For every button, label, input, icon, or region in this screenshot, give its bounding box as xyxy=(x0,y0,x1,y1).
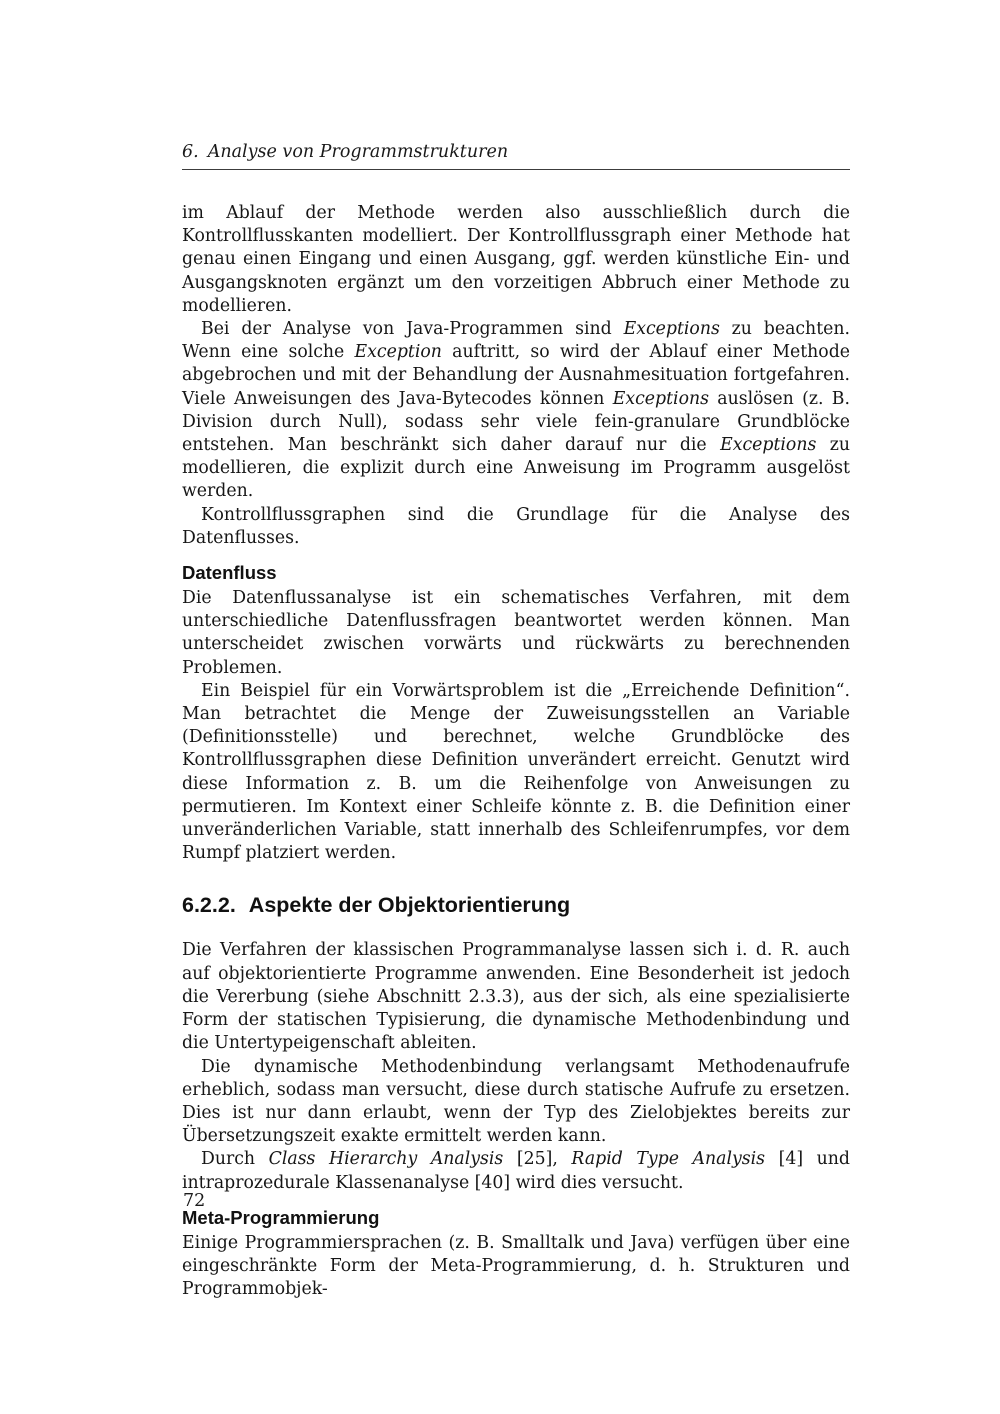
running-header-chapter-number: 6. xyxy=(182,142,199,162)
paragraph-klassische-programmanalyse: Die Verfahren der klassischen Programmanalyse lassen sich i. d. R. auch auf objektorientierte Programme anwenden. Eine Besonderheit ist jedoch die Vererbung (siehe Abschnitt 2.3.3), aus der sich, als eine spezialisierte Form der statischen Typisierung, die dynamische Methodenbindung und die Untertypeigenschaft ableiten. xyxy=(182,940,850,1054)
section-heading-title: Aspekte der Objektorientierung xyxy=(248,893,571,918)
header-rule xyxy=(182,169,850,170)
paragraph-kontrollflussgraphen-grundlage: Kontrollflussgraphen sind die Grundlage für die Analyse des Datenflusses. xyxy=(182,504,850,548)
page-body xyxy=(182,202,850,1301)
page-number: 72 xyxy=(183,1191,206,1211)
section-heading-number: 6.2.2. xyxy=(182,893,236,918)
subheading-meta-programmierung: Meta-Programmierung xyxy=(182,1206,380,1228)
paragraph-meta-programmierung: Einige Programmiersprachen (z. B. Smalltalk und Java) verfügen über eine eingeschränkte Form der Meta-Programmierung, d. h. Strukturen und Programmobjek- xyxy=(182,1232,850,1300)
paragraph-dynamische-methodenbindung: Die dynamische Methodenbindung verlangsamt Methodenaufrufe erheblich, sodass man versucht, diese durch statische Aufrufe zu ersetzen. Dies ist nur dann erlaubt, wenn der Typ des Zielobjektes bereits zur Übersetzungszeit exakte ermittelt werden kann. xyxy=(182,1056,850,1147)
section-heading-objektorientierung xyxy=(182,892,850,918)
paragraph-java-exceptions: Bei der Analyse von Java-Programmen sind Exceptions zu beachten. Wenn eine solche Exception auftritt, so wird der Ablauf einer Methode abgebrochen und mit der Behandlung der Ausnahmesituation fortgefahren. Viele Anweisungen des Java-Bytecodes können Exceptions auslösen (z. B. Division durch Null), sodass sehr viele fein-granulare Grundblöcke entstehen. Man beschränkt sich daher darauf nur die Exceptions zu modellieren, die explizit durch eine Anweisung im Programm ausgelöst werden. xyxy=(182,319,851,502)
page-footer xyxy=(183,1191,205,1211)
subheading-datenfluss: Datenfluss xyxy=(182,562,277,584)
paragraph-class-hierarchy-analysis: Durch Class Hierarchy Analysis [25], Rapid Type Analysis [4] und intraprozedurale Klassenanalyse [40] wird dies versucht. xyxy=(182,1149,850,1193)
paragraph-kontrollfluss-continuation: im Ablauf der Methode werden also ausschließlich durch die Kontrollflusskanten modelliert. Der Kontrollflussgraph einer Methode hat genau einen Eingang und einen Ausgang, ggf. werden künstliche Ein- und Ausgangsknoten ergänzt um den vorzeitigen Abbruch einer Methode zu modellieren. xyxy=(182,203,850,316)
running-header xyxy=(182,141,850,163)
running-header-chapter-title: Analyse von Programmstrukturen xyxy=(207,142,509,162)
paragraph-datenflussanalyse: Die Datenflussanalyse ist ein schematisches Verfahren, mit dem unterschiedliche Datenflussfragen beantwortet werden können. Man unterscheidet zwischen vorwärts und rückwärts zu berechnenden Problemen. xyxy=(182,588,850,678)
paragraph-vorwaertsproblem-beispiel: Ein Beispiel für ein Vorwärtsproblem ist die „Erreichende Definition“. Man betrachtet die Menge der Zuweisungsstellen an Variable (Definitionsstelle) und berechnet, welche Grundblöcke des Kontrollflussgraphen diese Definition unverändert erreicht. Genutzt wird diese Information z. B. um die Reihenfolge von Anweisungen zu permutieren. Im Kontext einer Schleife könnte z. B. die Definition einer unveränderlichen Variable, statt innerhalb des Schleifenrumpfes, vor dem Rumpf platziert werden. xyxy=(182,680,850,864)
